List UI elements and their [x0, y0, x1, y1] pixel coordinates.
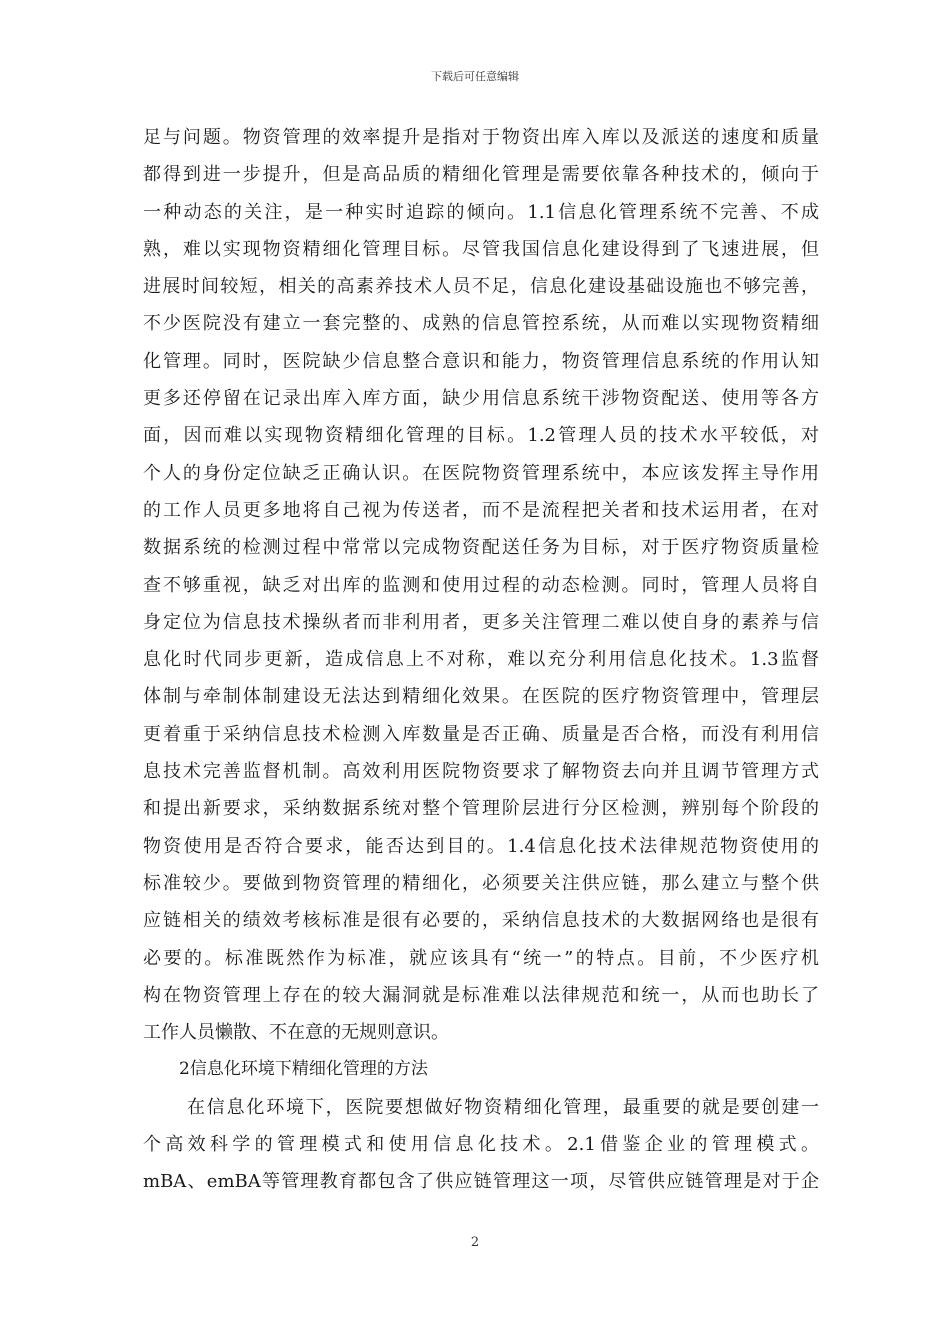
paragraph-line: 体制与牵制体制建设无法达到精细化效果。在医院的医疗物资管理中，管理层	[143, 686, 819, 708]
paragraph-line: 面，因而难以实现物资精细化管理的目标。1.2管理人员的技术水平较低，对	[143, 425, 819, 447]
paragraph-line: 进展时间较短，相关的高素养技术人员不足，信息化建设基础设施也不够完善，	[143, 276, 819, 298]
document-body	[143, 119, 819, 1201]
paragraph-line: 应链相关的绩效考核标准是很有必要的，采纳信息技术的大数据网络也是很有	[143, 910, 819, 932]
paragraph-line: 个高效科学的管理模式和使用信息化技术。2.1借鉴企业的管理模式。	[143, 1134, 819, 1156]
paragraph-line: 化管理。同时，医院缺少信息整合意识和能力，物资管理信息系统的作用认知	[143, 350, 819, 372]
paragraph-line: 息化时代同步更新，造成信息上不对称，难以充分利用信息化技术。1.3监督	[143, 649, 819, 671]
paragraph-line: 不少医院没有建立一套完整的、成熟的信息管控系统，从而难以实现物资精细	[143, 313, 819, 335]
paragraph-line: 身定位为信息技术操纵者而非利用者，更多关注管理二难以使自身的素养与信	[143, 611, 819, 633]
paragraph-line: 个人的身份定位缺乏正确认识。在医院物资管理系统中，本应该发挥主导作用	[143, 462, 819, 484]
paragraph-line: 都得到进一步提升，但是高品质的精细化管理是需要依靠各种技术的，倾向于	[143, 164, 819, 186]
section-heading: 2信息化环境下精细化管理的方法	[179, 1059, 428, 1080]
paragraph-line: 必要的。标准既然作为标准，就应该具有“统一”的特点。目前，不少医疗机	[143, 947, 819, 969]
paragraph-line: 更多还停留在记录出库入库方面，缺少用信息系统干涉物资配送、使用等各方	[143, 388, 819, 410]
page-number: 2	[470, 1235, 480, 1250]
paragraph-line: 更着重于采纳信息技术检测入库数量是否正确、质量是否合格，而没有利用信	[143, 723, 819, 745]
paragraph-line: 的工作人员更多地将自己视为传送者，而不是流程把关者和技术运用者，在对	[143, 499, 819, 521]
paragraph-line-last: 工作人员懒散、不在意的无规则意识。	[143, 1022, 449, 1044]
paragraph-line: mBA、emBA等管理教育都包含了供应链管理这一项，尽管供应链管理是对于企	[143, 1171, 819, 1193]
paragraph-line: 构在物资管理上存在的较大漏洞就是标准难以法律规范和统一，从而也助长了	[143, 984, 819, 1006]
paragraph-line: 查不够重视，缺乏对出库的监测和使用过程的动态检测。同时，管理人员将自	[143, 574, 819, 596]
paragraph-line: 数据系统的检测过程中常常以完成物资配送任务为目标，对于医疗物资质量检	[143, 537, 819, 559]
paragraph-line: 和提出新要求，采纳数据系统对整个管理阶层进行分区检测，辨别每个阶段的	[143, 798, 819, 820]
paragraph-line: 息技术完善监督机制。高效利用医院物资要求了解物资去向并且调节管理方式	[143, 761, 819, 783]
paragraph-line: 物资使用是否符合要求，能否达到目的。1.4信息化技术法律规范物资使用的	[143, 835, 819, 857]
paragraph-line: 在信息化环境下，医院要想做好物资精细化管理，最重要的就是要创建一	[187, 1096, 819, 1118]
paragraph-line: 足与问题。物资管理的效率提升是指对于物资出库入库以及派送的速度和质量	[143, 127, 819, 148]
paragraph-line: 一种动态的关注，是一种实时追踪的倾向。1.1信息化管理系统不完善、不成	[143, 201, 819, 223]
paragraph-line: 标准较少。要做到物资管理的精细化，必须要关注供应链，那么建立与整个供	[143, 872, 819, 894]
page-header: 下载后可任意编辑	[431, 70, 519, 83]
paragraph-line: 熟，难以实现物资精细化管理目标。尽管我国信息化建设得到了飞速进展，但	[143, 238, 819, 260]
